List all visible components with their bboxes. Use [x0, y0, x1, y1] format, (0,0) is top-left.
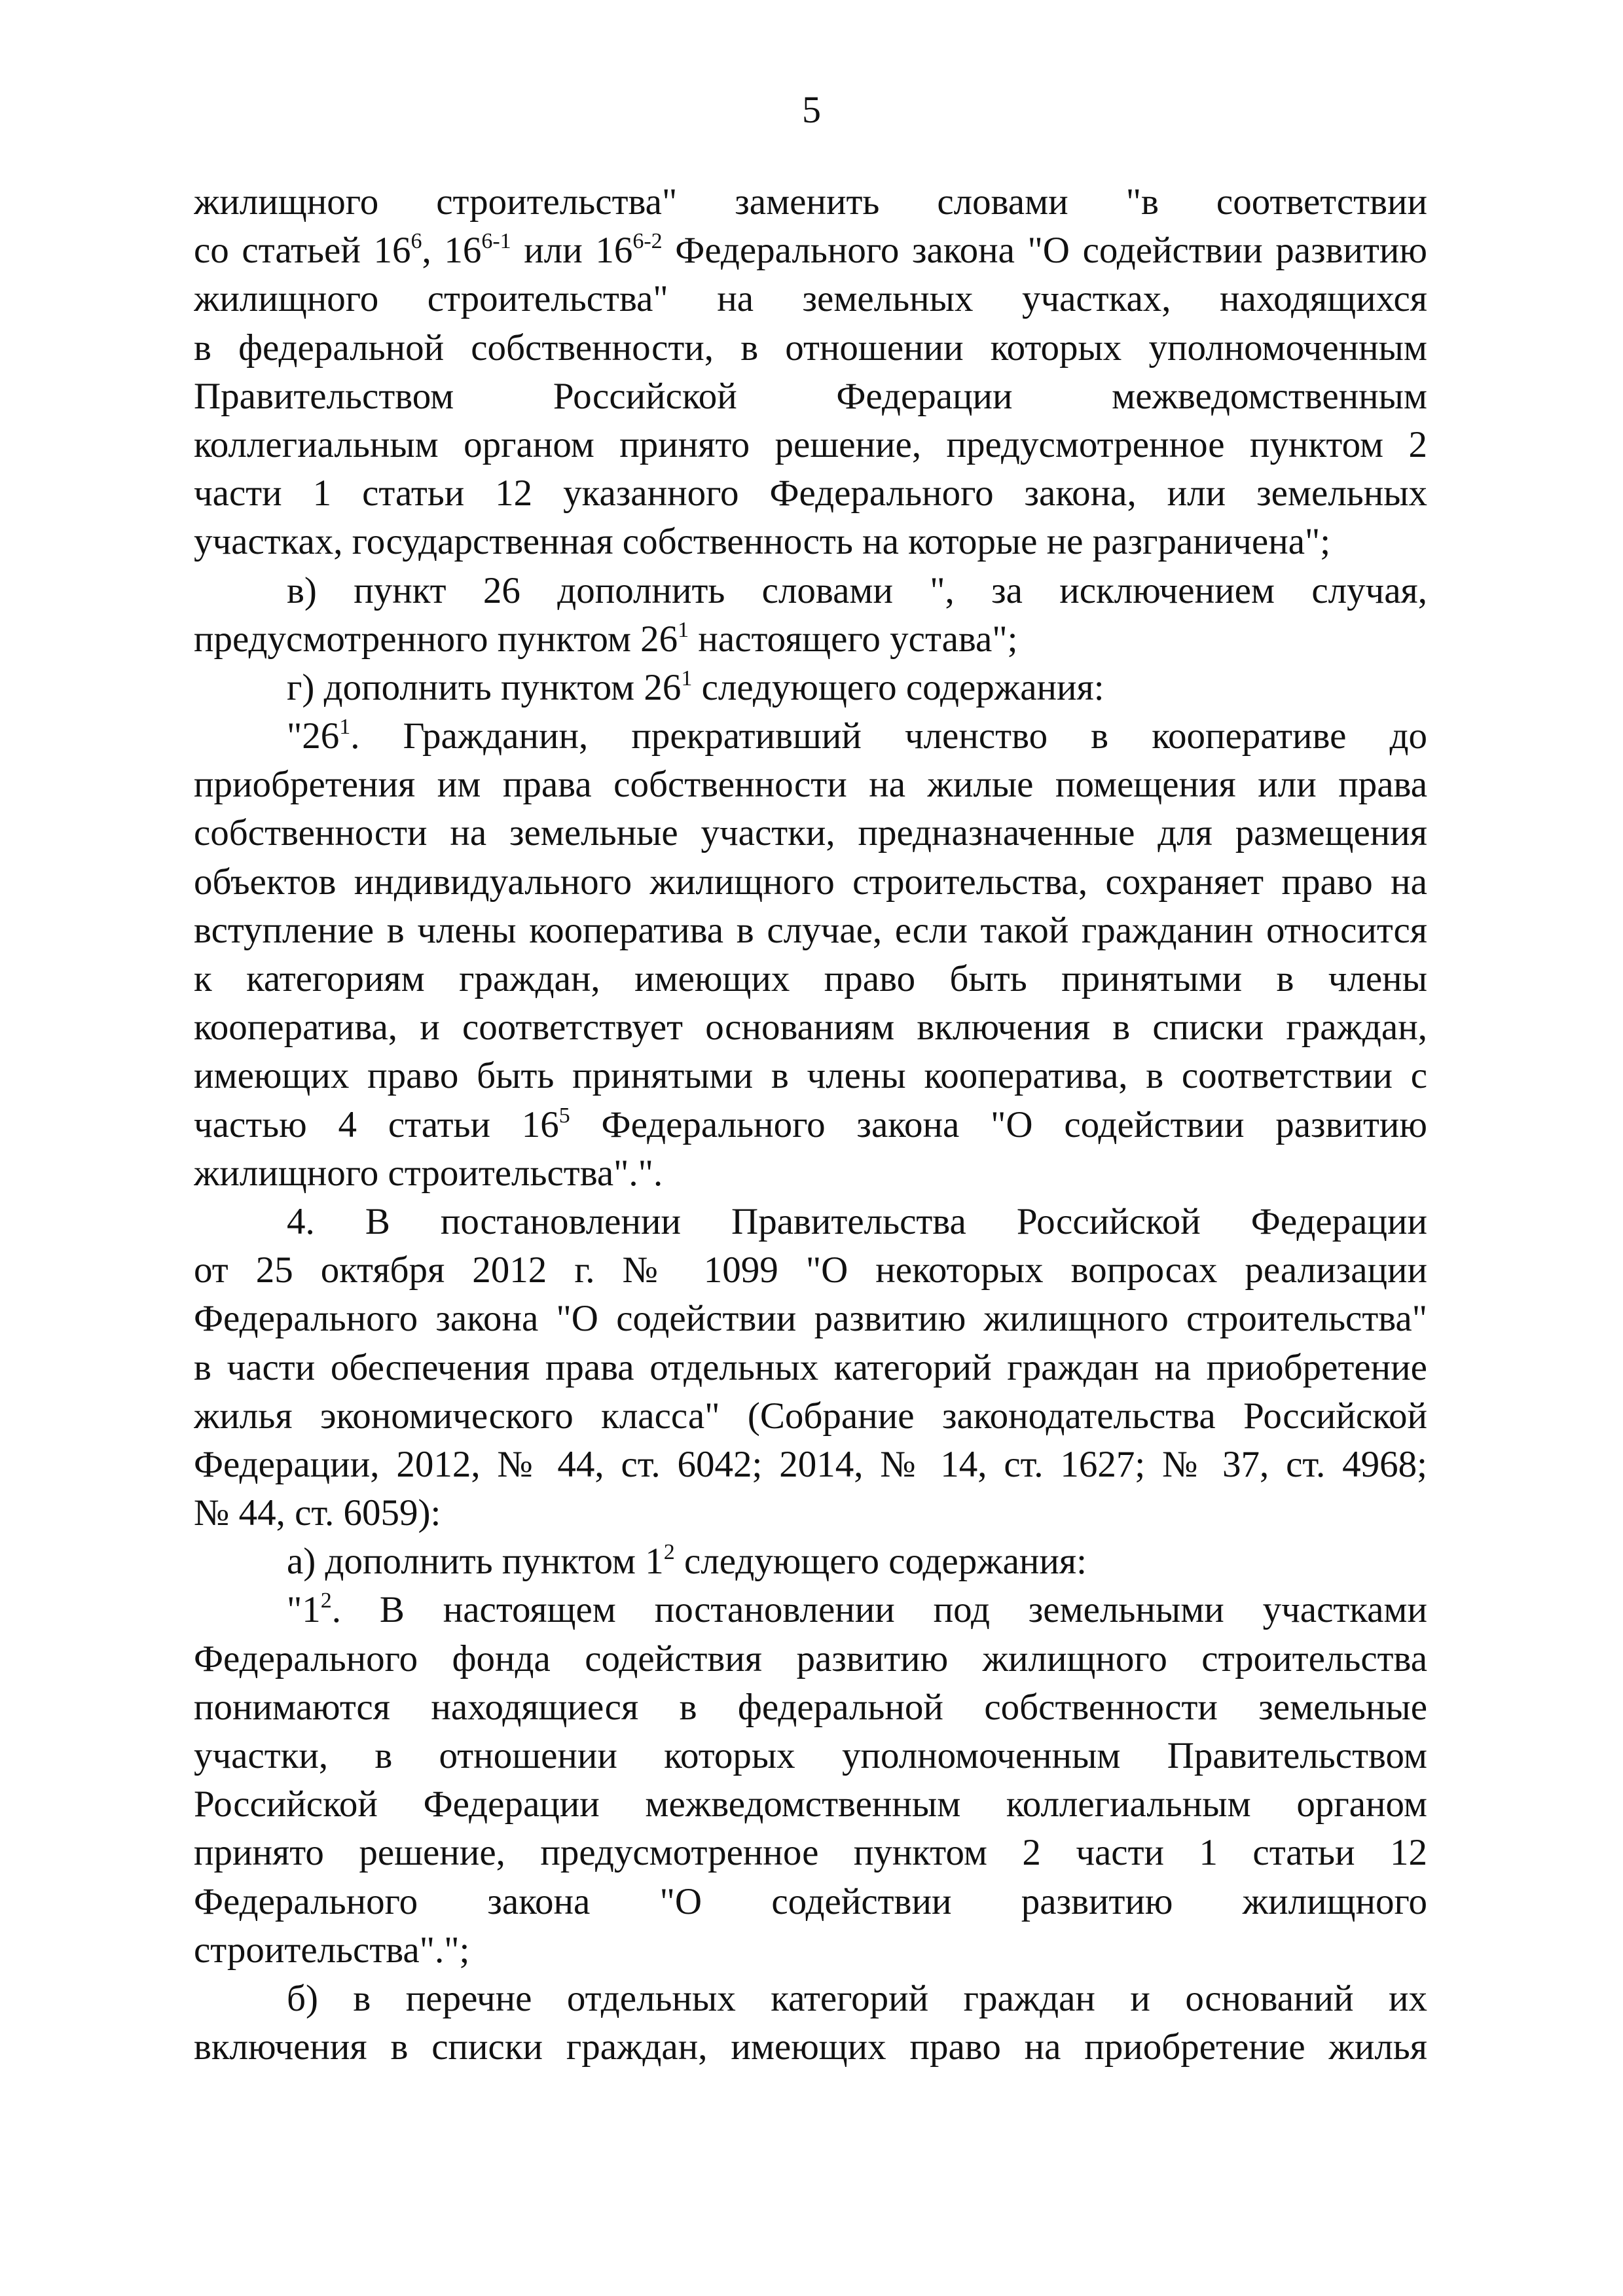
text-line: участках, государственная собственность на которые не разграничена"; [194, 521, 1331, 563]
text-line: вступление в члены кооператива в случае, если такой гражданин относится [194, 909, 1427, 951]
text-line: "$26^1$. Гражданин, прекративший членство в кооперативе до [287, 715, 1427, 757]
text-line: к категориям граждан, имеющих право быть принятыми в члены [194, 958, 1427, 999]
text-line: приобретения им права собственности на жилые помещения или права [194, 764, 1427, 806]
text-line: б) в перечне отдельных категорий граждан и оснований их [287, 1977, 1427, 2019]
text-line: понимаются находящиеся в федеральной собственности земельные [194, 1686, 1427, 1728]
text-line: Правительством Российской Федерации межведомственным [194, 375, 1427, 417]
document-body [194, 178, 1427, 2072]
text-line: объектов индивидуального жилищного строительства, сохраняет право на [194, 861, 1427, 903]
text-line: г) дополнить пунктом $26^1$ следующего содержания: [287, 666, 1104, 708]
text-line: 4. В постановлении Правительства Российской Федерации [287, 1200, 1427, 1242]
text-line: Федерального закона "О содействии развитию жилищного строительства" [194, 1298, 1427, 1340]
text-line: в федеральной собственности, в отношении которых уполномоченным [194, 327, 1427, 368]
text-line: жилищного строительства" на земельных участках, находящихся [194, 278, 1427, 320]
text-line: Федерации, 2012, № 44, ст. 6042; 2014, № 14, ст. 1627; № 37, ст. 4968; [194, 1443, 1427, 1485]
text-line: со статьей $16^6$, 16$^{6-1}$ или 16$^{6-2}$ Федерального закона "О содействии развитию [194, 229, 1427, 272]
text-line: № 44, ст. 6059): [194, 1492, 441, 1534]
text-line: в) пункт 26 дополнить словами ", за исключением случая, [287, 569, 1427, 611]
text-line: строительства"."; [194, 1929, 470, 1971]
text-line: жилищного строительства" заменить словами "в соответствии [194, 181, 1427, 223]
text-line: собственности на земельные участки, предназначенные для размещения [194, 812, 1427, 854]
text-line: имеющих право быть принятыми в члены кооператива, в соответствии с [194, 1055, 1427, 1097]
text-line: Федерального фонда содействия развитию жилищного строительства [194, 1638, 1427, 1679]
text-line: "$1^2$. В настоящем постановлении под земельными участками [287, 1588, 1427, 1631]
text-line: включения в списки граждан, имеющих право на приобретение жилья [194, 2026, 1427, 2068]
text-line: принято решение, предусмотренное пунктом 2 части 1 статьи 12 [194, 1832, 1427, 1874]
text-line: коллегиальным органом принято решение, предусмотренное пунктом 2 [194, 423, 1427, 465]
text-line: части 1 статьи 12 указанного Федерального закона, или земельных [194, 473, 1427, 514]
text-line: жилищного строительства".". [194, 1152, 663, 1194]
text-line: от 25 октября 2012 г. № 1099 "О некоторых вопросах реализации [194, 1249, 1427, 1291]
page-number: 5 [802, 88, 821, 131]
text-line: в части обеспечения права отдельных категорий граждан на приобретение [194, 1346, 1427, 1388]
text-line: Федерального закона "О содействии развитию жилищного [194, 1880, 1427, 1922]
text-line: жилья экономического класса" (Собрание законодательства Российской [194, 1395, 1427, 1437]
text-line: а) дополнить пунктом $1^2$ следующего содержания: [287, 1540, 1087, 1583]
text-line: предусмотренного пунктом $26^1$ настоящего устава"; [194, 617, 1018, 660]
text-line: частью 4 статьи $16^5$ Федерального закона "О содействии развитию [194, 1103, 1427, 1145]
text-line: участки, в отношении которых уполномоченным Правительством [194, 1735, 1427, 1776]
text-line: Российской Федерации межведомственным коллегиальным органом [194, 1784, 1427, 1825]
text-line: кооператива, и соответствует основаниям включения в списки граждан, [194, 1007, 1427, 1049]
